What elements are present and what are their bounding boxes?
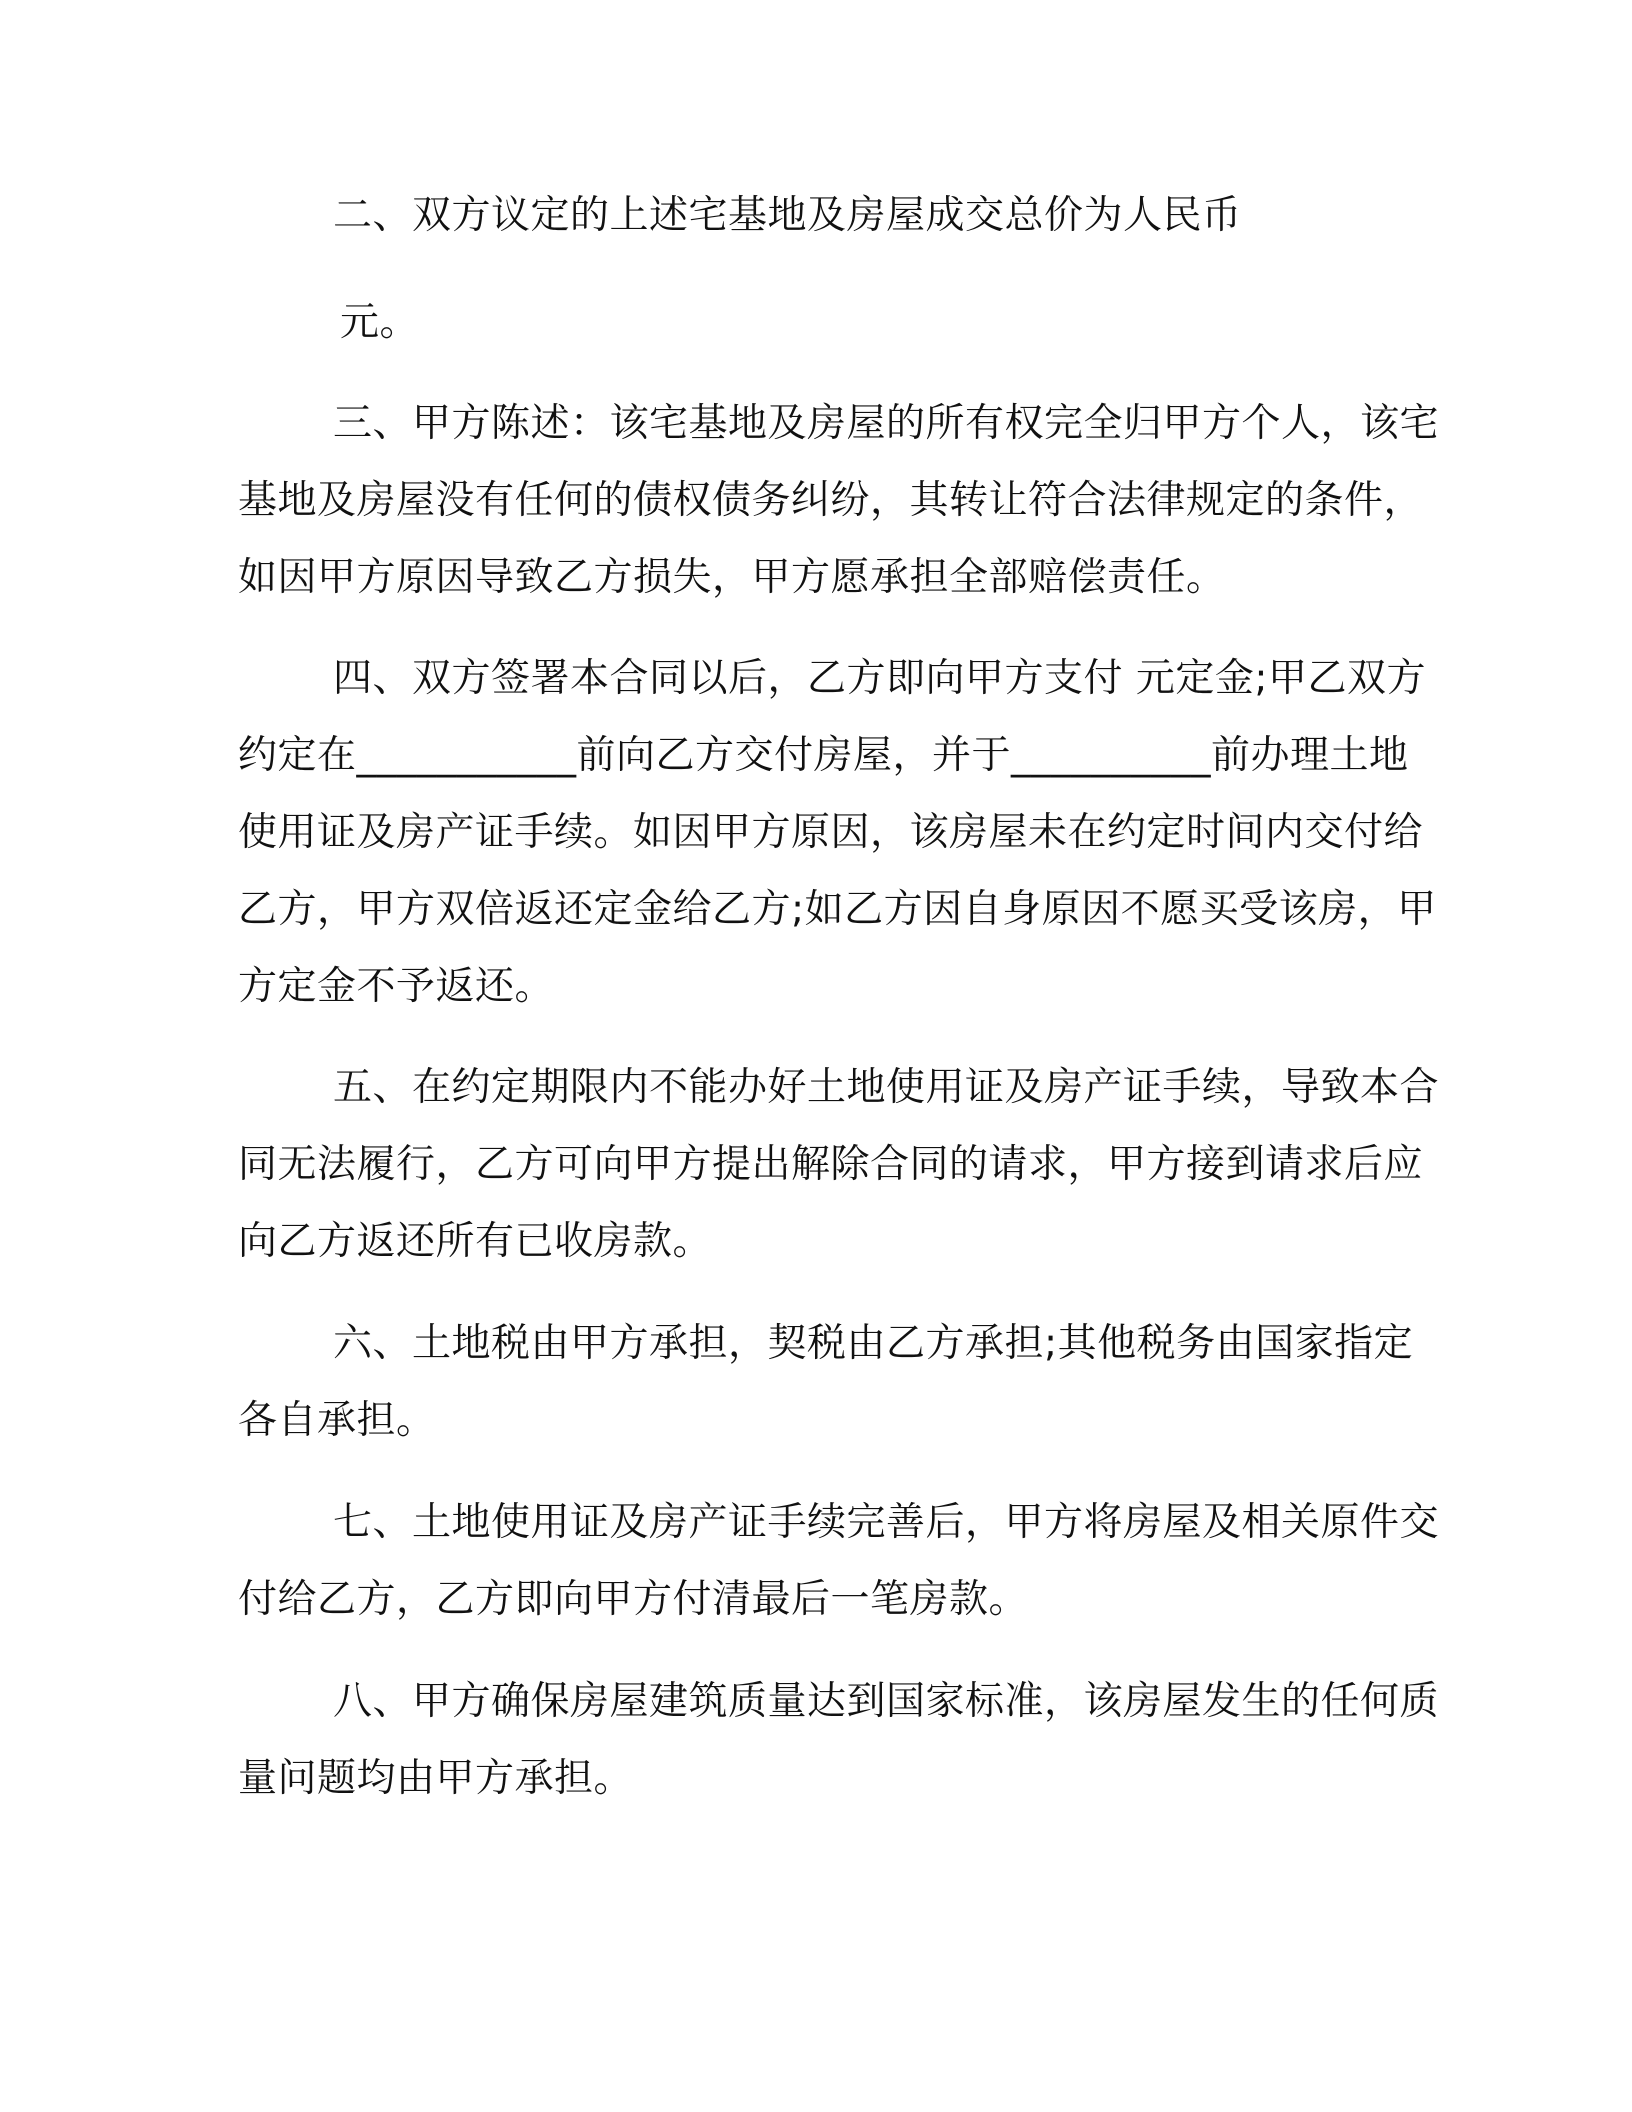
clause-6-line-2: 各自承担。 [238,1398,436,1443]
clause-3-line-2: 基地及房屋没有任何的债权债务纠纷，其转让符合法律规定的条件， [238,478,1424,523]
clause-2-line-2: 元。 [340,300,420,345]
clause-5-line-1: 五、在约定期限内不能办好土地使用证及房产证手续，导致本合 [333,1065,1440,1110]
clause-4-line-2: 约定在___________前向乙方交付房屋，并于__________前办理土地 [238,733,1409,778]
clause-4-line-3: 使用证及房产证手续。如因甲方原因，该房屋未在约定时间内交付给 [238,810,1424,855]
clause-5-line-3: 向乙方返还所有已收房款。 [238,1219,713,1264]
clause-2-line-1: 二、双方议定的上述宅基地及房屋成交总价为人民币 [333,193,1242,238]
clause-6-line-1: 六、土地税由甲方承担，契税由乙方承担;其他税务由国家指定 [333,1321,1414,1366]
clause-4-line-4: 乙方，甲方双倍返还定金给乙方;如乙方因自身原因不愿买受该房，甲 [238,887,1437,932]
clause-5-line-2: 同无法履行，乙方可向甲方提出解除合同的请求，甲方接到请求后应 [238,1142,1424,1187]
clause-8-line-1: 八、甲方确保房屋建筑质量达到国家标准，该房屋发生的任何质 [333,1679,1440,1724]
clause-4-line-1: 四、双方签署本合同以后，乙方即向甲方支付 元定金;甲乙双方 [333,656,1427,701]
clause-3-line-1: 三、甲方陈述：该宅基地及房屋的所有权完全归甲方个人，该宅 [333,401,1440,446]
clause-7-line-2: 付给乙方，乙方即向甲方付清最后一笔房款。 [238,1577,1029,1622]
clause-8-line-2: 量问题均由甲方承担。 [238,1756,634,1801]
clause-4-line-5: 方定金不予返还。 [238,964,555,1009]
clause-7-line-1: 七、土地使用证及房产证手续完善后，甲方将房屋及相关原件交 [333,1500,1440,1545]
clause-3-line-3: 如因甲方原因导致乙方损失，甲方愿承担全部赔偿责任。 [238,555,1226,600]
